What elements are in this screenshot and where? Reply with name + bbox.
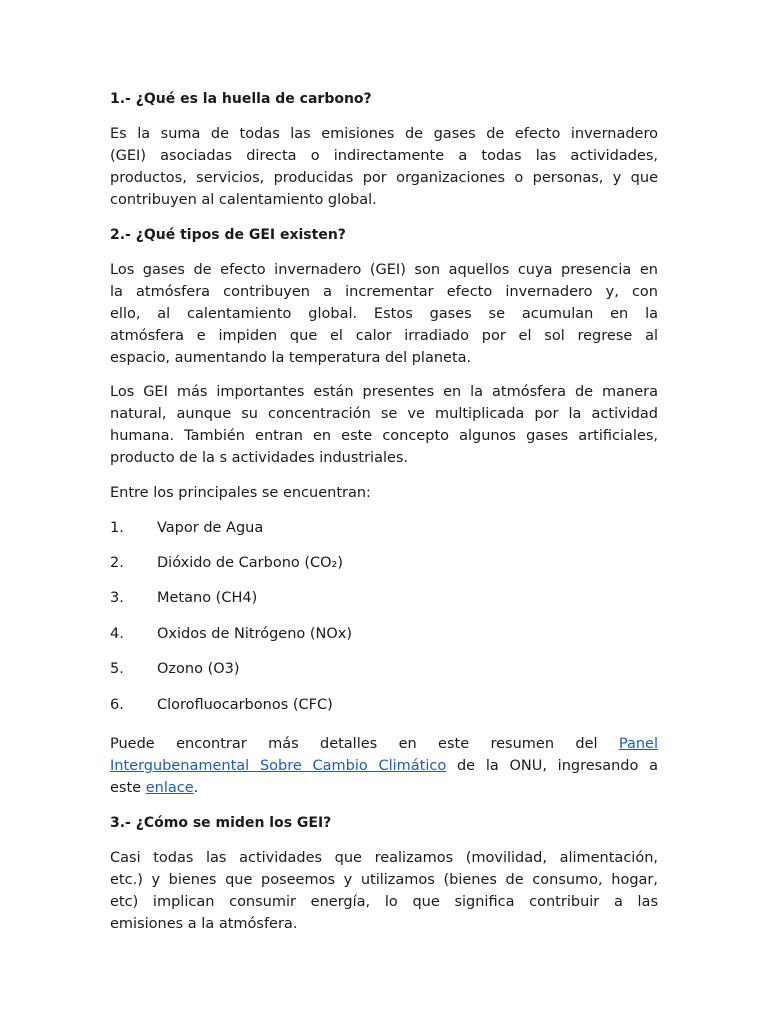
paragraph-line: productos, servicios, producidas por organizaciones o personas, y que <box>110 170 658 186</box>
list-item-number: 1. <box>110 520 124 536</box>
paragraph-line: contribuyen al calentamiento global. <box>110 192 377 208</box>
list-item-text: Clorofluocarbonos (CFC) <box>157 697 333 713</box>
enlace-link[interactable]: enlace <box>145 780 194 796</box>
paragraph-line <box>110 777 658 799</box>
paragraph-line: la atmósfera contribuyen a incrementar efecto invernadero y, con <box>110 284 658 300</box>
list-item-number: 4. <box>110 626 124 642</box>
list-item-number: 3. <box>110 590 124 606</box>
paragraph-line: etc) implican consumir energía, lo que significa contribuir a las <box>110 894 658 910</box>
more-details-end: . <box>193 780 199 796</box>
list-item-number: 6. <box>110 697 124 713</box>
paragraph-line <box>110 733 658 755</box>
paragraph-line: (GEI) asociadas directa o indirectamente a todas las actividades, <box>110 148 658 164</box>
list-item-text: Oxidos de Nitrógeno (NOx) <box>157 626 353 642</box>
panel-link[interactable]: Panel <box>618 736 659 752</box>
paragraph-line: espacio, aumentando la temperatura del planeta. <box>110 350 472 366</box>
more-details-text: este <box>110 780 146 796</box>
more-details-text: Puede encontrar más detalles en este resumen del <box>110 736 598 752</box>
paragraph-line: natural, aunque su concentración se ve multiplicada por la actividad <box>110 406 658 422</box>
paragraph-line: Casi todas las actividades que realizamos (movilidad, alimentación, <box>110 850 658 866</box>
paragraph-line <box>110 755 658 777</box>
section-2-list-intro: Entre los principales se encuentran: <box>110 485 371 501</box>
section-1-heading: 1.- ¿Qué es la huella de carbono? <box>110 91 372 107</box>
paragraph-line: producto de la s actividades industriales. <box>110 450 409 466</box>
paragraph-line: etc.) y bienes que poseemos y utilizamos (bienes de consumo, hogar, <box>110 872 658 888</box>
list-item-text: Vapor de Agua <box>157 520 264 536</box>
list-item-number: 5. <box>110 661 124 677</box>
list-item-text: Metano (CH4) <box>157 590 258 606</box>
paragraph-line: Los GEI más importantes están presentes en la atmósfera de manera <box>110 384 658 400</box>
paragraph-line: ello, al calentamiento global. Estos gases se acumulan en la <box>110 306 658 322</box>
paragraph-line: Es la suma de todas las emisiones de gases de efecto invernadero <box>110 126 658 142</box>
paragraph-line: humana. También entran en este concepto algunos gases artificiales, <box>110 428 658 444</box>
more-details-text: de la ONU, ingresando a <box>446 758 658 774</box>
paragraph-line: atmósfera e impiden que el calor irradiado por el sol regrese al <box>110 328 658 344</box>
list-item-number: 2. <box>110 555 124 571</box>
panel-link-continued[interactable]: Intergubenamental Sobre Cambio Climático <box>110 758 447 774</box>
section-2-heading: 2.- ¿Qué tipos de GEI existen? <box>110 227 346 243</box>
paragraph-line: Los gases de efecto invernadero (GEI) son aquellos cuya presencia en <box>110 262 658 278</box>
section-3-heading: 3.- ¿Cómo se miden los GEI? <box>110 815 332 831</box>
list-item-text: Ozono (O3) <box>157 661 240 677</box>
paragraph-line: emisiones a la atmósfera. <box>110 916 298 932</box>
list-item-text: Dióxido de Carbono (CO₂) <box>157 555 344 571</box>
